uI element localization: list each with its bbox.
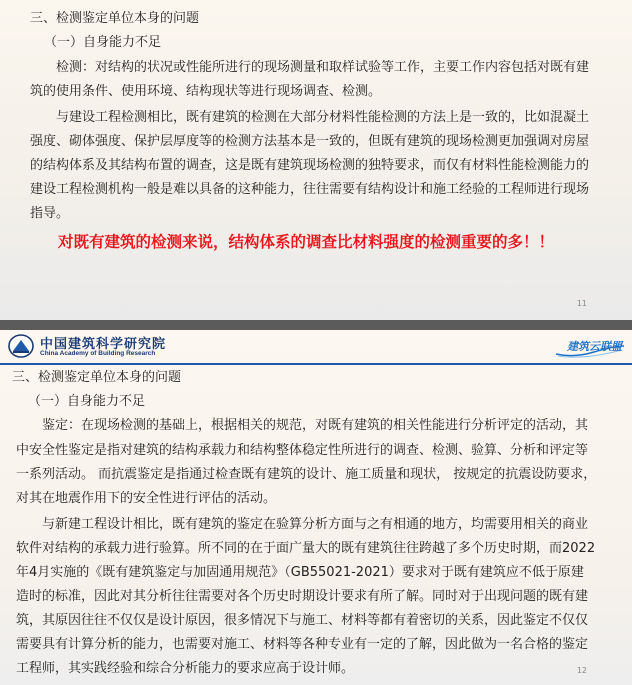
brand-name: 建筑云联盟 [567, 341, 622, 353]
paragraph-line: 检测：对结构的状况或性能所进行的现场测量和取样试验等工作，主要工作内容包括对既有建 [56, 60, 590, 75]
paragraph-line: 与新建工程设计相比，既有建筑的鉴定在验算分析方面与之有相通的地方，均需要用相关的商业 [42, 517, 589, 532]
slide-header [0, 330, 632, 363]
paragraph-line: 需要具有计算分析的能力，也需要对施工、材料等各种专业有一定的了解，因此做为一名合格的鉴定 [16, 637, 589, 652]
section-title: 三、检测鉴定单位本身的问题 [12, 370, 182, 385]
paragraph-line: 强度、砌体强度、保护层厚度等的检测方法基本是一致的，但既有建筑的现场检测更加强调对房屋 [30, 134, 590, 149]
academy-name-en: China Academy of Building Research [40, 350, 156, 357]
paragraph-line: 工程师，其实践经验和综合分析能力的要求应高于设计师。 [16, 661, 355, 676]
paragraph-line: 对其在地震作用下的安全性进行评估的活动。 [16, 491, 277, 506]
paragraph-line: 中安全性鉴定是指对建筑的结构承载力和结构整体稳定性所进行的调查、检测、验算、分析和评定等 [16, 443, 589, 458]
paragraph-line: 筑，其原因往往不仅仅是设计原因，很多情况下与施工、材料等都有着密切的关系，因此鉴定不仅仅 [16, 613, 589, 628]
subsection-title: （一）自身能力不足 [44, 35, 162, 50]
page-number: 11 [576, 299, 587, 308]
paragraph-line: 指导。 [30, 206, 70, 221]
paragraph-line: 与建设工程检测相比，既有建筑的检测在大部分材料性能检测的方法上是一致的，比如混凝土 [56, 110, 590, 125]
paragraph-line: 建设工程检测机构一般是难以具备的这种能力，往往需要有结构设计和施工经验的工程师进行现场 [30, 182, 590, 197]
slide-11 [0, 0, 632, 320]
paragraph-line: 筑的使用条件、使用环境、结构现状等进行现场调查、检测。 [30, 84, 382, 99]
paragraph-line: 鉴定：在现场检测的基础上，根据相关的规范，对既有建筑的相关性能进行分析评定的活动，其 [42, 418, 589, 433]
slide-divider [0, 320, 632, 330]
paragraph-line: 造时的标准，因此对其分析往往需要对各个历史时期设计要求有所了解。同时对于出现问题的既有建 [16, 589, 589, 604]
page-number: 12 [576, 666, 587, 675]
slide-12 [0, 330, 632, 685]
academy-name-cn: 中国建筑科学研究院 [40, 337, 167, 352]
paragraph-line: 一系列活动。 而抗震鉴定是指通过检查既有建筑的设计、施工质量和现状， 按规定的抗震设防要求， [16, 467, 597, 482]
header-rule [0, 363, 632, 365]
paragraph-line: 软件对结构的承载力进行验算。所不同的在于面广量大的既有建筑往往跨越了多个历史时期，而2022 [16, 541, 596, 556]
paragraph-line: 年4月实施的《既有建筑鉴定与加固通用规范》（GB55021-2021）要求对于既有建筑应不低于原建 [16, 565, 584, 580]
highlight-text: 对既有建筑的检测来说，结构体系的调查比材料强度的检测重要的多！！ [58, 233, 555, 251]
paragraph-line: 的结构体系及其结构布置的调查，这是既有建筑现场检测的独特要求，而仅有材料性能检测能力的 [30, 158, 590, 173]
subsection-title: （一）自身能力不足 [28, 394, 146, 409]
academy-logo-icon [8, 334, 34, 358]
section-title: 三、检测鉴定单位本身的问题 [30, 11, 200, 26]
